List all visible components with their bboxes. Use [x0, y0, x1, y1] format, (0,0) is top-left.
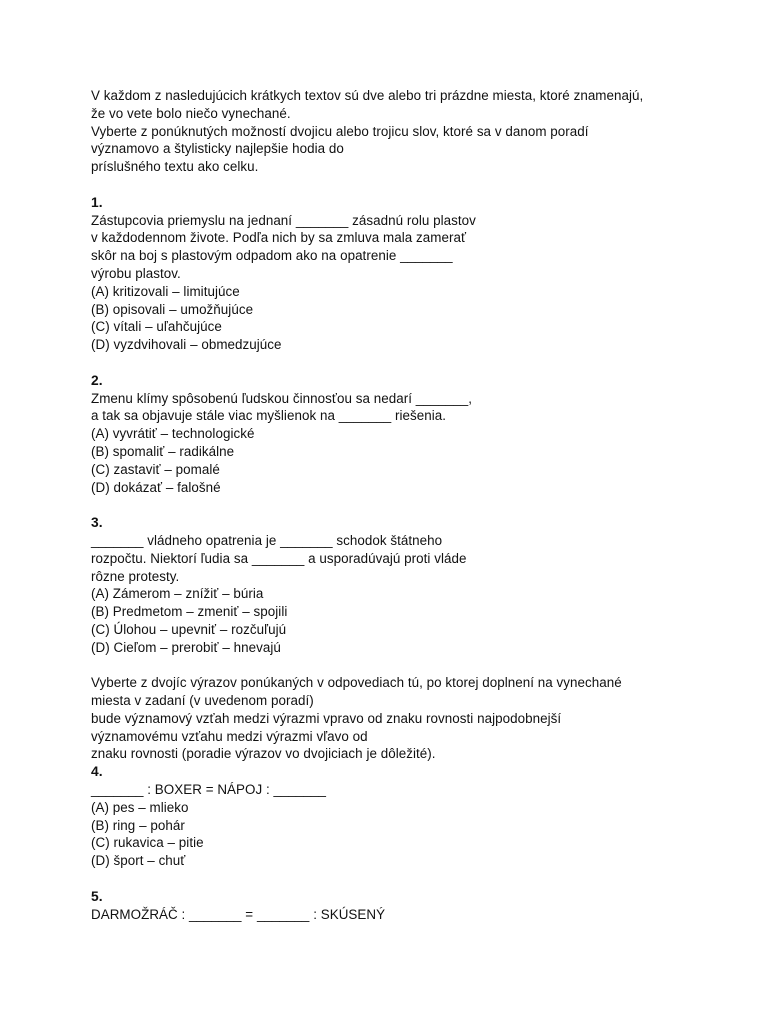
question-text-line: rozpočtu. Niektorí ľudia sa _______ a usporadúvajú proti vláde [91, 550, 467, 566]
answer-option-b: (B) Predmetom – zmeniť – spojili [91, 604, 288, 620]
question-text-line: a tak sa objavuje stále viac myšlienok na _______ riešenia. [91, 408, 447, 424]
intro-paragraph [91, 87, 691, 176]
question-text-line: Zástupcovia priemyslu na jednaní _______ zásadnú rolu plastov [91, 212, 476, 228]
answer-option-a: (A) kritizovali – limitujúce [91, 283, 240, 299]
answer-option-a: (A) pes – mlieko [91, 799, 189, 815]
instruction-line: významovému vzťahu medzi výrazmi vľavo od [91, 728, 368, 744]
instruction-line: Vyberte z dvojíc výrazov ponúkaných v odpovediach tú, po ktorej doplnení na vynechané [91, 675, 622, 691]
question-text-line: skôr na boj s plastovým odpadom ako na opatrenie _______ [91, 248, 453, 264]
question-number: 2. [91, 372, 103, 388]
question-number: 3. [91, 515, 103, 531]
instruction-line: miesta v zadaní (v uvedenom poradí) [91, 693, 314, 709]
answer-option-a: (A) Zámerom – znížiť – búria [91, 586, 264, 602]
question-5 [91, 888, 691, 924]
question-4 [91, 763, 691, 870]
spacer [91, 496, 691, 514]
answer-option-c: (C) rukavica – pitie [91, 835, 204, 851]
question-1 [91, 194, 691, 354]
answer-option-a: (A) vyvrátiť – technologické [91, 426, 255, 442]
instruction-line: znaku rovnosti (poradie výrazov vo dvojiciach je dôležité). [91, 746, 436, 762]
question-text-line: _______ vládneho opatrenia je _______ schodok štátneho [91, 532, 443, 548]
question-text-line: _______ : BOXER = NÁPOJ : _______ [91, 782, 327, 798]
instruction-line: bude významový vzťah medzi výrazmi vpravo od znaku rovnosti najpodobnejší [91, 710, 562, 726]
question-text-line: v každodennom živote. Podľa nich by sa zmluva mala zamerať [91, 230, 467, 246]
question-text-line: Zmenu klímy spôsobenú ľudskou činnosťou sa nedarí _______, [91, 390, 473, 406]
intro-line: V každom z nasledujúcich krátkych textov sú dve alebo tri prázdne miesta, ktoré znamenajú, [91, 88, 644, 103]
question-number: 1. [91, 194, 103, 210]
question-3 [91, 514, 691, 656]
spacer [91, 354, 691, 372]
answer-option-d: (D) dokázať – falošné [91, 479, 221, 495]
answer-option-c: (C) Úlohou – upevniť – rozčuľujú [91, 621, 287, 637]
spacer [91, 176, 691, 194]
intro-line: že vo vete bolo niečo vynechané. [91, 105, 291, 121]
intro-line: Vyberte z ponúknutých možností dvojicu alebo trojicu slov, ktoré sa v danom poradí [91, 123, 589, 139]
question-number: 5. [91, 888, 103, 904]
answer-option-b: (B) opisovali – umožňujúce [91, 301, 254, 317]
question-number: 4. [91, 764, 103, 780]
answer-option-c: (C) vítali – uľahčujúce [91, 319, 222, 335]
spacer [91, 657, 691, 675]
intro-line: významovo a štylisticky najlepšie hodia do [91, 141, 344, 157]
answer-option-d: (D) vyzdvihovali – obmedzujúce [91, 337, 282, 353]
question-text-line: výrobu plastov. [91, 265, 181, 281]
intro-line: príslušného textu ako celku. [91, 159, 259, 175]
question-text-line: DARMOŽRÁČ : _______ = _______ : SKÚSENÝ [91, 906, 386, 922]
answer-option-d: (D) Cieľom – prerobiť – hnevajú [91, 639, 281, 655]
question-text-line: rôzne protesty. [91, 568, 180, 584]
answer-option-b: (B) ring – pohár [91, 817, 185, 833]
spacer [91, 870, 691, 888]
question-2 [91, 372, 691, 497]
document-body [91, 87, 691, 923]
analogy-instructions [91, 674, 691, 763]
answer-option-d: (D) šport – chuť [91, 853, 186, 869]
answer-option-c: (C) zastaviť – pomalé [91, 461, 220, 477]
answer-option-b: (B) spomaliť – radikálne [91, 443, 235, 459]
